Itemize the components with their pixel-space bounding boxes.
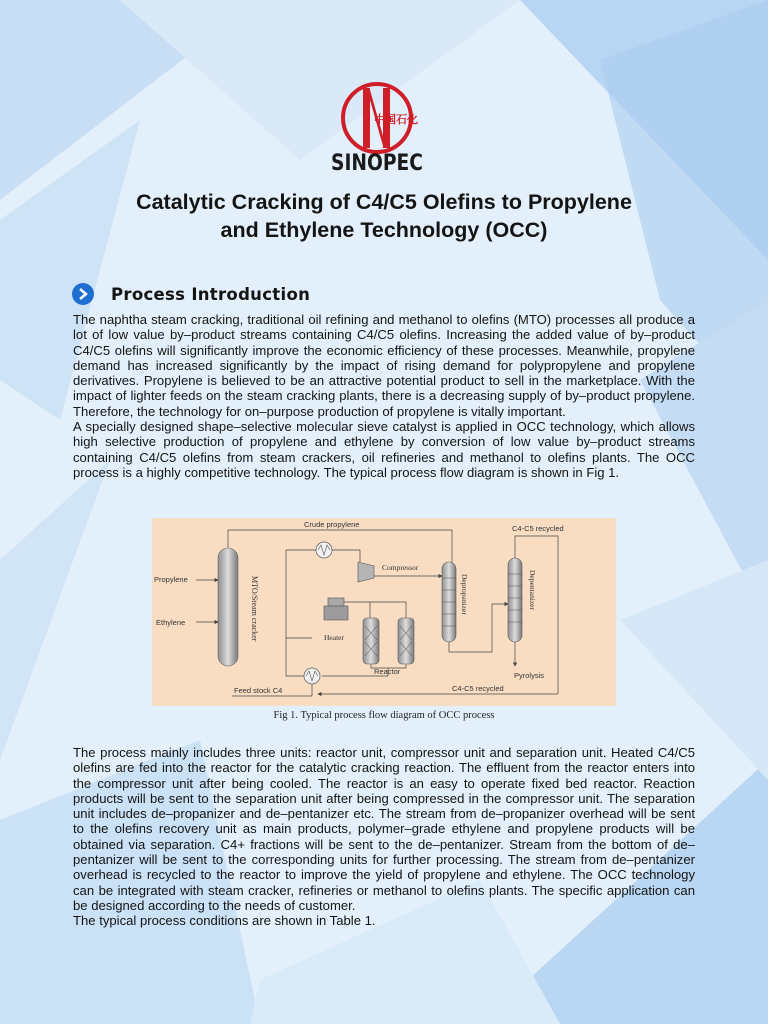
logo-wordmark: SINOPEC (331, 151, 423, 176)
pyrolysis-label: Pyrolysis (514, 671, 545, 680)
process-paragraph-2: The typical process conditions are shown in Table 1. (73, 913, 376, 929)
reactor-label: Reactor (374, 667, 401, 676)
heater (324, 598, 348, 642)
mto-column (218, 548, 259, 666)
intro-paragraph-1: The naphtha steam cracking, traditional oil refining and methanol to olefins (MTO) processes all produce a lot of low value by–product streams containing C4/C5 olefins. Increasing the added value of by–product C4/C5 olefins will significantly improve the economic efficiency of these processes. Meanwhile, propylene demand has increased significantly by the impact of rising demand for polypropylene and propylene derivatives. Propylene is believed to be an attractive potential product to sell in the marketplace. With the impact of lighter feeds on the steam cracking plants, there is a decreasing supply of by–product propylene. Therefore, the technology for on–purpose production of propylene is vitally important. (73, 312, 695, 419)
figure-caption: Fig 1. Typical process flow diagram of OCC process (273, 710, 495, 721)
reactor-1 (363, 618, 379, 664)
logo-chinese-text: 中国石化 (374, 113, 418, 126)
heater-label: Heater (324, 633, 344, 642)
title-line-1: Catalytic Cracking of C4/C5 Olefins to Propylene (136, 190, 632, 214)
crude-propylene-label: Crude propylene (304, 520, 360, 529)
section-heading (72, 283, 310, 305)
depropanizer-label: Depropanizer (460, 574, 469, 615)
reactor-2 (398, 618, 414, 664)
document-title (40, 188, 728, 244)
process-text (73, 745, 695, 929)
process-flow-diagram (152, 518, 616, 706)
ethylene-label: Ethylene (156, 618, 186, 627)
intro-paragraph-2: A specially designed shape–selective molecular sieve catalyst is applied in OCC technology, which allows high selective production of propylene and ethylene by conversion of low value by–product streams containing C4/C5 olefins from steam crackers, oil refineries and methanol to olefins plants. The OCC process is a highly competitive technology. The typical process flow diagram is shown in Fig 1. (73, 419, 695, 480)
compressor-label: Compressor (382, 563, 419, 572)
propylene-label: Propylene (154, 575, 188, 584)
c4c5-recycled-top-label: C4-C5 recycled (512, 524, 564, 533)
intro-text (73, 312, 695, 480)
chevron-right-icon (72, 283, 94, 305)
mto-label: MTO/Steam cracker (250, 576, 259, 642)
process-paragraph-1: The process mainly includes three units: reactor unit, compressor unit and separation unit. Heated C4/C5 olefins are fed into the reactor for the catalytic cracking reaction. The effluent from the reactor enters into the compressor unit after being cooled. The reactor is an easy to operate fixed bed reactor. Reaction products will be sent to the separation unit after being compressed in the compressor unit. The separation unit includes de–propanizer and de–pentanizer etc. The stream from de–propanizer overhead will be sent to the olefins recovery unit as main products, polymer–grade ethylene and propylene products will be obtained via separation. C4+ fractions will be sent to the de–pentanizer. Stream from the bottom of de–pentanizer will be sent to the corresponding units for further processing. The stream from de–pentanizer overhead is recycled to the reactor to improve the yield of propylene and ethylene. The OCC technology can be integrated with steam cracker, refineries or methanol to olefins plants. The specific application can be designed according to the needs of customer. (73, 745, 695, 913)
feed-stock-label: Feed stock C4 (234, 686, 283, 695)
cooler-top (316, 542, 332, 558)
depropanizer (442, 562, 469, 642)
compressor (358, 562, 419, 582)
cooler-bottom (304, 668, 320, 684)
section-title: Process Introduction (111, 284, 311, 304)
c4c5-recycled-bottom-label: C4-C5 recycled (452, 684, 504, 693)
sinopec-logo (327, 80, 427, 176)
depentanizer-label: Depentanizer (528, 570, 537, 610)
depentanizer (508, 558, 537, 642)
title-line-2: and Ethylene Technology (OCC) (220, 218, 548, 242)
